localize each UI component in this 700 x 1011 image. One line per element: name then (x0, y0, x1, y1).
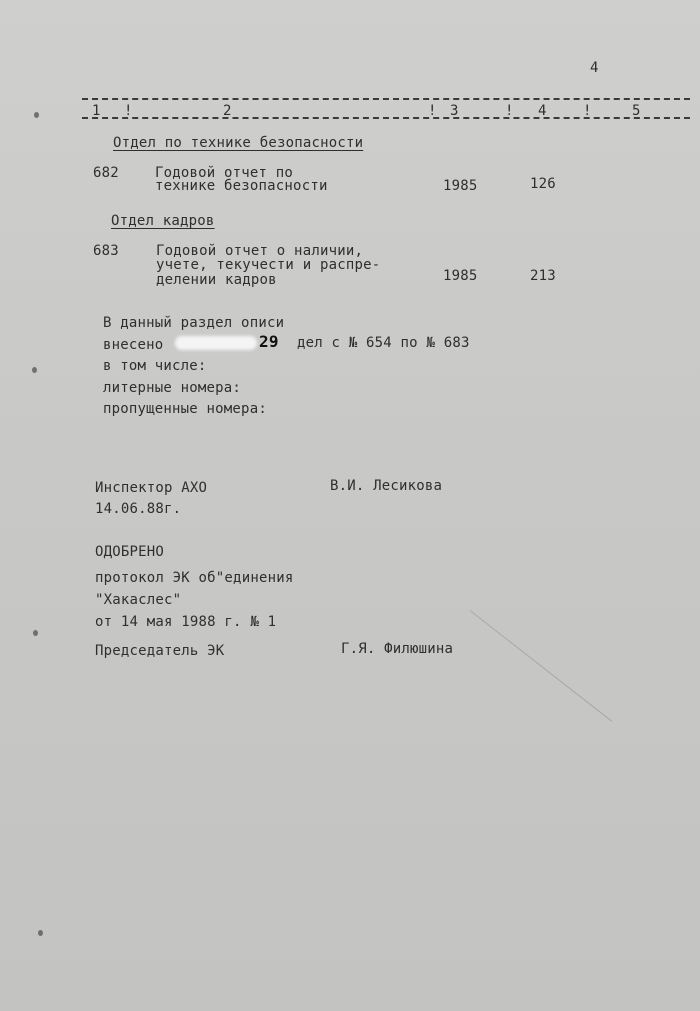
approval-line: протокол ЭК об"единения (95, 570, 294, 586)
item-description-line: Годовой отчет по (155, 165, 294, 181)
binding-hole (32, 367, 37, 373)
item-year: 1985 (443, 178, 478, 194)
chair-title: Председатель ЭК (95, 643, 225, 659)
column-header-4: 4 (538, 103, 547, 119)
item-number: 682 (93, 165, 119, 181)
column-header-5: 5 (632, 103, 641, 119)
column-header-2: 2 (223, 103, 232, 119)
item-count: 213 (530, 268, 556, 284)
binding-hole (38, 930, 43, 936)
item-description-line: учете, текучести и распре- (156, 257, 381, 273)
item-description-line: Годовой отчет о наличии, (156, 243, 364, 259)
binding-hole (34, 112, 39, 118)
page-number: 4 (590, 60, 599, 76)
summary-line: пропущенные номера: (103, 401, 267, 417)
item-count: 126 (530, 176, 556, 192)
approval-header: ОДОБРЕНО (95, 544, 165, 560)
summary-line: литерные номера: (103, 380, 242, 396)
column-header-1: 1 (92, 103, 101, 119)
table-header-bottom-rule (82, 117, 690, 119)
approval-line: "Хакаслес" (95, 592, 182, 608)
document-page: 4 1 ! 2 ! 3 ! 4 ! 5 Отдел по технике безопасности 682 Годовой отчет по технике безопасности 1985 126 Отдел кадров 683 Годовой отчет о наличии, учете, текучести и распре- делении кадров 1985 213 В данный раздел описи внесено 29 дел с № 654 по № 683 в том числе: литерные номера: пропущенные номера: Инспектор АХО В.И. Лесикова 14.06.88г. ОДОБРЕНО протокол ЭК об"единения "Хакаслес" от 14 мая 1988 г. № 1 Председатель ЭК Г.Я. Филюшина (0, 0, 700, 1011)
item-description-line: технике безопасности (155, 178, 328, 194)
summary-range: дел с № 654 по № 683 (297, 335, 470, 351)
inspector-title: Инспектор АХО (95, 480, 208, 496)
item-description-line: делении кадров (156, 272, 277, 288)
summary-line: В данный раздел описи (103, 315, 285, 331)
approval-line: от 14 мая 1988 г. № 1 (95, 614, 277, 630)
summary-line: в том числе: (103, 358, 207, 374)
summary-count: 29 (259, 332, 279, 351)
chair-name: Г.Я. Филюшина (341, 641, 454, 657)
redaction-mark (175, 336, 257, 350)
table-header-top-rule (82, 98, 690, 100)
binding-hole (33, 630, 38, 636)
column-header-3: 3 (450, 103, 459, 119)
item-number: 683 (93, 243, 119, 259)
inspector-name: В.И. Лесикова (330, 478, 443, 494)
paper-crease (470, 610, 612, 722)
summary-line: внесено (103, 337, 164, 353)
section-title: Отдел по технике безопасности (113, 135, 364, 151)
section-title: Отдел кадров (111, 213, 215, 229)
item-year: 1985 (443, 268, 478, 284)
inspector-date: 14.06.88г. (95, 501, 182, 517)
